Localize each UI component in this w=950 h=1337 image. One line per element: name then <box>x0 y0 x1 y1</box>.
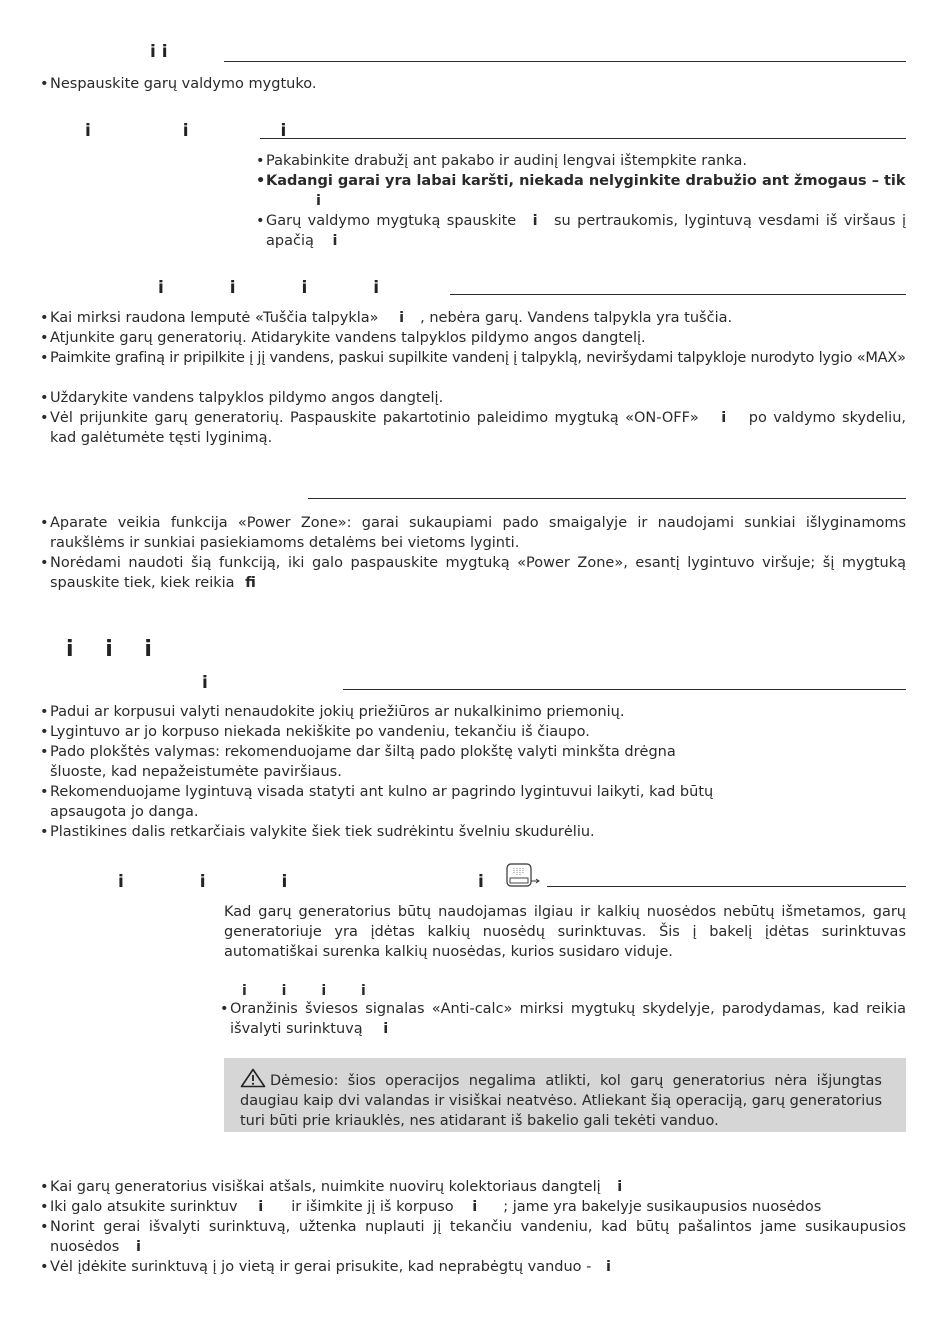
list-item: • Atjunkite garų generatorių. Atidarykite vandens talpyklos pildymo angos dangtelį. <box>40 328 906 348</box>
section1-rule <box>224 61 906 62</box>
list-item: • Kadangi garai yra labai karšti, niekada nelyginkite drabužio ant žmogaus – tik i <box>256 171 906 211</box>
section3-heading: i i i i <box>158 278 380 298</box>
list-item: • Padui ar korpusui valyti nenaudokite jokių priežiūros ar nukalkinimo priemonių. <box>40 702 730 722</box>
list-item: • Nespauskite garų valdymo mygtuko. <box>40 74 906 94</box>
section5-title: i i i <box>66 637 152 662</box>
section2-heading: i i i <box>85 121 287 141</box>
section6-subheading: i i i i <box>242 983 366 999</box>
list-item: • Kai garų generatorius visiškai atšals, nuimkite nuovirų kolektoriaus dangtelį i <box>40 1177 906 1197</box>
section3-list <box>40 308 906 448</box>
list-item: • Lygintuvo ar jo korpuso niekada nekiškite po vandeniu, tekančiu iš čiaupo. <box>40 722 730 742</box>
section4-rule <box>308 498 906 499</box>
warning-text: Dėmesio: šios operacijos negalima atlikti, kol garų generatorius nėra išjungtas daugiau kaip dvi valandas ir visiškai neatvėso. Atliekant šią operaciją, garų generatorius turi būti prie kriauklės, nes atidarant iš bakelio gali tekėti vanduo. <box>240 1073 883 1129</box>
warning-box <box>224 1058 906 1132</box>
list-item: • Iki galo atsukite surinktuv i ir išimkite jį iš korpuso i ; jame yra bakelyje susikaupusios nuosėdos <box>40 1197 906 1217</box>
section2-rule <box>260 138 906 139</box>
warning-triangle-icon <box>240 1068 266 1088</box>
list-item: • Rekomenduojame lygintuvą visada statyti ant kulno ar pagrindo lygintuvui laikyti, kad būtų apsaugota jo danga. <box>40 782 730 822</box>
list-item: • Norint gerai išvalyti surinktuvą, užtenka nuplauti jį tekančiu vandeniu, kad būtų pašalintos jame susikaupusios nuosėdos i <box>40 1217 906 1257</box>
anti-calc-collector-icon <box>505 862 541 890</box>
list-item: • Oranžinis šviesos signalas «Anti-calc» mirksi mygtukų skydelyje, parodydamas, kad reikia išvalyti surinktuvą i <box>220 999 906 1039</box>
list-item: • Kai mirksi raudona lemputė «Tuščia talpykla» i , nebėra garų. Vandens talpykla yra tuščia. <box>40 308 906 328</box>
list-item: • Aparate veikia funkcija «Power Zone»: garai sukaupiami pado smaigalyje ir naudojami sunkiai išlyginamoms raukšlėms ir sunkiai pasiekiamoms detalėms bei vietoms lyginti. <box>40 513 906 553</box>
section1-list <box>40 74 906 94</box>
list-item: • Vėl prijunkite garų generatorių. Paspauskite pakartotinio paleidimo mygtuką «ON-OFF» i po valdymo skydeliu, kad galėtumėte tęsti lyginimą. <box>40 408 906 448</box>
list-item: • Paimkite grafiną ir pripilkite į jį vandens, paskui supilkite vandenį į talpyklą, neviršydami talpykloje nurodyto lygio «MAX» <box>40 348 906 368</box>
section6-list <box>220 999 906 1039</box>
section5-heading: i <box>202 673 208 693</box>
list-item: • Uždarykite vandens talpyklos pildymo angos dangtelį. <box>40 388 906 408</box>
list-item: • Garų valdymo mygtuką spauskite i su pertraukomis, lygintuvą vesdami iš viršaus į apačią i <box>256 211 906 251</box>
section6-heading: i i i <box>118 872 288 892</box>
section6-rule <box>547 886 906 887</box>
section6-intro: Kad garų generatorius būtų naudojamas ilgiau ir kalkių nuosėdos nebūtų išmetamos, garų generatoriuje yra įdėtas kalkių nuosėdų surinktuvas. Šis į bakelį įdėtas surinktuvas automatiškai surenka kalkių nuosėdas, kurios susidaro viduje. <box>224 904 906 960</box>
section6-heading-suffix: i <box>478 872 484 892</box>
section1-heading: i i <box>150 42 168 62</box>
section4-list <box>40 513 906 593</box>
section5-list <box>40 702 730 842</box>
section7-list <box>40 1177 906 1277</box>
section3-rule <box>450 294 906 295</box>
list-item: • Pakabinkite drabužį ant pakabo ir audinį lengvai ištempkite ranka. <box>256 151 906 171</box>
list-item: • Plastikines dalis retkarčiais valykite šiek tiek sudrėkintu švelniu skudurėliu. <box>40 822 730 842</box>
list-item: • Vėl įdėkite surinktuvą į jo vietą ir gerai prisukite, kad neprabėgtų vanduo - i <box>40 1257 906 1277</box>
section2-list <box>256 151 906 251</box>
section5-rule <box>343 689 906 690</box>
list-item: • Norėdami naudoti šią funkciją, iki galo paspauskite mygtuką «Power Zone», esantį lygintuvo viršuje; šį mygtuką spauskite tiek, kiek reikia fi <box>40 553 906 593</box>
list-item: • Pado plokštės valymas: rekomenduojame dar šiltą pado plokštę valyti minkšta drėgna šluoste, kad nepažeistumėte paviršiaus. <box>40 742 730 782</box>
